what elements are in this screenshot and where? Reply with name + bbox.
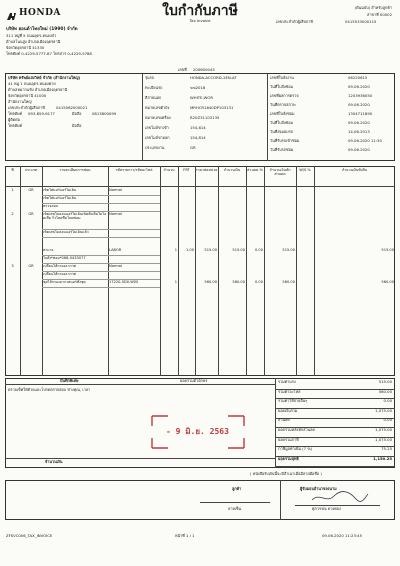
job-value: 1304711890: [348, 111, 373, 116]
table-col-divider: [20, 166, 21, 376]
table-cell-qty: 1: [174, 248, 177, 252]
customer-addr2: ตำบลหมากแข้ง อำเภอเมืองอุดรธานี: [8, 87, 68, 92]
company-addr1: 311 หมู่ที่ 5 ถนนอุดร-หนองบัว: [6, 33, 57, 38]
doc-no-label: เลขที่: [178, 67, 187, 72]
job-value: 06220615: [348, 75, 368, 80]
summary-value: 0.00: [383, 417, 392, 423]
receipt-note: ( หนังสือรับเงินนี้จะมีสำเนาเมื่อมีลายมือชื่อ ): [250, 471, 322, 476]
table-col-divider: [314, 166, 315, 376]
table-col-divider: [160, 166, 161, 376]
staff-name: ศุภวรรณ ดวงทอง: [312, 506, 341, 511]
table-header-cell: จำนวนเงินทั้งสิ้น: [341, 168, 368, 172]
table-header-cell: W/S %: [299, 168, 311, 172]
contact-mobile-label: มือถือ: [72, 123, 82, 128]
table-cell-total: 515.00: [381, 248, 394, 252]
seller-taxid-value: 0415533000115: [345, 19, 377, 24]
customer-taxid-label: เลขประจำตัวผู้เสียภาษี: [8, 105, 45, 110]
vehicle-label: เลขไมล์ขาเข้า: [145, 125, 169, 130]
table-col-divider: [178, 166, 179, 376]
job-label: วันที่ใบสั่งซ่อม: [270, 84, 294, 89]
words-label: ยอดรวมตัวอักษร: [180, 378, 208, 383]
summary-value: 1,075.00: [375, 436, 392, 442]
summary-value: 515.00: [378, 379, 392, 384]
job-value: 09.06.2020: [348, 147, 370, 152]
customer-phone-label: โทรศัพท์: [8, 111, 22, 116]
table-col-divider: [246, 166, 247, 376]
customer-mobile-label: มือถือ: [72, 111, 82, 116]
customer-office: สำนักงานใหญ่: [8, 99, 32, 104]
copy-note: (ต้นฉบับ) สำหรับลูกค้า: [354, 5, 392, 10]
table-header-cell: รหัสรายการ/รหัสอะไหล่: [115, 168, 153, 172]
page-number: หน้าที่ 1 / 1: [175, 533, 195, 538]
vehicle-value: GR: [190, 145, 196, 150]
vehicle-label: ทะเบียนรถ: [145, 85, 163, 90]
table-cell-code: Normal: [109, 188, 123, 192]
table-cell-desc: ตรวจสอบ: [43, 204, 59, 208]
customer-mobile-value: 0813800099: [92, 111, 117, 116]
table-header-cell: ประเภท: [24, 168, 38, 172]
vehicle-label: เลขไมล์ขาออก: [145, 135, 170, 140]
job-value: 09.06.2020: [348, 120, 370, 125]
company-phone: โทรศัพท์ 0-4229-5777-87 โทรสาร 0-4229-5788: [6, 51, 92, 56]
job-label: วันที่รับรถซ่อม: [270, 147, 294, 152]
table-cell-disc: 0.00: [254, 248, 263, 252]
table-cell-desc: ค่าแรง: [43, 248, 54, 252]
contact-label: ผู้ติดต่อ: [8, 117, 20, 122]
table-header-cell: จำนวน: [163, 168, 175, 172]
summary-label: ยอดเงินรวม: [278, 407, 298, 413]
table-header-cell: รายละเอียดการซ่อม: [59, 168, 91, 172]
staff-title: ลายเซ็น: [228, 506, 242, 511]
table-cell-total: 560.00: [381, 280, 394, 284]
print-time: 09.06.2020 11:23:45: [322, 533, 362, 538]
job-value: 14.06.2013: [348, 129, 370, 134]
table-cell-code: 17220-5D0-W00: [109, 280, 139, 284]
table-cell-desc: เช็คเลขไมลอบแอร์ไม่เย็นแล้ว: [43, 230, 89, 234]
table-cell-desc: ใบสั่ง*ซ่อม*068-0433077: [43, 256, 86, 260]
table-cell-code: LABOR: [109, 248, 122, 252]
table-header-cell: ส่วนลด %: [247, 168, 263, 172]
summary-label: ยอดรวมภาษี: [278, 436, 299, 442]
staff-sign-label: ผู้รับมอบอำนาจลงนาม: [300, 486, 337, 491]
table-col-divider: [218, 166, 219, 376]
summary-value: 75.25: [381, 446, 392, 452]
table-row-divider: [42, 287, 160, 288]
table-header-cell: จำนวนเงิน: [223, 168, 241, 172]
job-value: 1203936050: [348, 93, 373, 98]
job-label: วันที่ใบสั่งซ่อม: [270, 120, 294, 125]
vehicle-value: 154,814: [190, 125, 206, 130]
job-value: 09.06.2020: [348, 84, 370, 89]
table-cell-price: 560.00: [204, 280, 217, 284]
summary-label: ภาษีมูลค่าเพิ่ม (7 %): [278, 446, 313, 452]
table-col-divider: [195, 166, 196, 376]
table-cell-no: 3: [11, 264, 14, 268]
table-cell-code: Normal: [109, 212, 123, 216]
summary-value: 1,150.25: [373, 455, 392, 461]
customer-phone-value: 093-859-6177: [28, 111, 55, 116]
customer-addr3: จังหวัดอุดรธานี 41000: [8, 93, 47, 98]
table-cell-type: GR: [28, 264, 34, 268]
job-value: 09.06.2020 11:30: [348, 138, 382, 143]
table-cell-desc: เช็คเลขไมลอบแอร์ไม่เย็นเช็คสั่งเติมไดโอ ดเสีย รั่วไหลซึมโดยซ่อม: [43, 212, 107, 221]
company-addr3: จังหวัดอุดรธานี 41330: [6, 45, 45, 50]
table-cell-desc: เช็คไฟแอร์แอร์ไม่เย็น: [43, 196, 77, 200]
summary-label: รวมค่าอะไหล่: [278, 388, 301, 394]
table-cell-no: 1: [11, 188, 14, 192]
table-header-cell: ราคาต่อหน่วย: [195, 168, 218, 172]
vehicle-label: รุ่นรถ: [145, 75, 154, 80]
doc-code: ZFSVC006_TAX_INVOICE: [6, 533, 53, 538]
table-header-cell: FRT: [183, 168, 190, 172]
job-label: เลขที่ใบสั่งซ่อม: [270, 111, 295, 116]
remark-text: ตรวจเช็คให้ด้วยและโปรดตรวจสอบ ช่างคุณ, เวลา: [8, 387, 91, 392]
doc-title: ใบกำกับภาษี: [162, 3, 238, 19]
logo-text: HONDA: [19, 8, 61, 18]
table-cell-frt: 1.00: [185, 248, 194, 252]
summary-divider: [275, 466, 395, 467]
vehicle-label: หมายเลขตัวถัง: [145, 105, 170, 110]
vehicle-value: MRHCR1640DP103131: [190, 105, 234, 110]
table-cell-qty: 1: [174, 280, 177, 284]
vehicle-label: ประเภทงาน: [145, 145, 165, 150]
doc-no-value: 200600045: [193, 67, 215, 72]
customer-name: บริษัท ทรัพย์แสงวิทย์ จำกัด (สำนักงานใหญ่): [8, 75, 81, 80]
table-cell-type: GR: [28, 188, 34, 192]
table-cell-amount: 560.00: [232, 280, 245, 284]
table-cell-code: Normal: [109, 264, 123, 268]
table-cell-desc: ชุดไส้กรองอากาศแอร์ทั้งชุด: [43, 280, 86, 284]
table-cell-desc: เปลี่ยนไส้กรองอากาศ: [43, 264, 76, 268]
table-cell-amount: 515.00: [232, 248, 245, 252]
job-value: 09.06.2020: [348, 102, 370, 107]
summary-value: 560.00: [378, 388, 392, 394]
company-name: บริษัท ฮอนด้าไทยใหม่ (1990) จำกัด: [6, 27, 78, 32]
vehicle-value: HONDA-ACCORD-2EN-AT: [190, 75, 237, 80]
table-cell-disc: 0.00: [254, 280, 263, 284]
table-cell-desc: เปลี่ยนไส้กรองอากาศ: [43, 272, 76, 276]
table-cell-price: 515.00: [204, 248, 217, 252]
job-label: วันที่ตรวจสภาพ: [270, 102, 296, 107]
customer-addr1: 41 หมู่ 1 ถนนอุดร-หนองคาย: [8, 81, 56, 86]
table-header-cell: ที่: [11, 168, 14, 172]
table-row-divider: [42, 237, 160, 238]
summary-label: ยอดรวมหลังหักส่วนลด: [278, 427, 315, 432]
vehicle-value: WHITE-WOR: [190, 95, 214, 100]
job-label: เลขที่ผลการตรวจ: [270, 93, 299, 98]
job-label: เลขที่ใบสั่งงาน: [270, 75, 294, 80]
summary-value: 0.00: [383, 398, 392, 404]
contact-phone-label: โทรศัพท์: [8, 123, 22, 128]
honda-logo: [6, 7, 61, 18]
table-header-cell: จำนวนเงินหักส่วนลด: [269, 168, 291, 177]
table-col-divider: [296, 166, 297, 376]
vehicle-value: 154,814: [190, 135, 206, 140]
summary-label: ยอดรวมสุทธิ: [278, 455, 299, 461]
doc-subtitle: Tax Invoice: [189, 18, 211, 23]
table-cell-net: 560.00: [282, 280, 295, 284]
table-cell-desc: เช็คไฟแอร์แอร์ไม่เย็น: [43, 188, 77, 192]
remark-label: บันทึกพิเศษ: [60, 378, 79, 383]
seller-taxid-label: เลขประจำตัวผู้เสียภาษี: [276, 19, 313, 24]
summary-label: รวมค่าแรง: [278, 379, 296, 384]
company-addr2: ตำบลโนนสูง อำเภอเมืองอุดรธานี: [6, 39, 61, 44]
customer-taxid-value: 0415562000021: [56, 105, 88, 110]
vehicle-label: หมายเลขเครื่อง: [145, 115, 171, 120]
amount-label: จำนวนเงิน: [45, 459, 63, 464]
summary-value: 1,075.00: [375, 427, 392, 432]
table-cell-no: 2: [11, 212, 14, 216]
table-cell-net: 515.00: [282, 248, 295, 252]
vehicle-label: สีภายนอก: [145, 95, 162, 100]
branch-note: สาขาที่ 00002: [367, 12, 392, 17]
table-cell-type: GR: [28, 212, 34, 216]
staff-signature-icon: [310, 490, 370, 504]
stamp-date: - 9 มิ.ย. 2563: [166, 427, 229, 436]
summary-label: รวมค่าใช้จ่ายอื่นๆ: [278, 398, 308, 404]
summary-value: 1,075.00: [375, 407, 392, 413]
table-col-divider: [264, 166, 265, 376]
summary-label: ส่วนลด: [278, 417, 290, 423]
job-label: วันที่รับรถเข้าซ่อม: [270, 138, 300, 143]
vehicle-value: R20Z31103135: [190, 115, 220, 120]
vehicle-value: ฆฆ2018: [190, 85, 206, 90]
job-label: วันที่ส่งมอบรถ: [270, 129, 293, 134]
customer-sign-label: ลูกค้า: [232, 486, 242, 491]
